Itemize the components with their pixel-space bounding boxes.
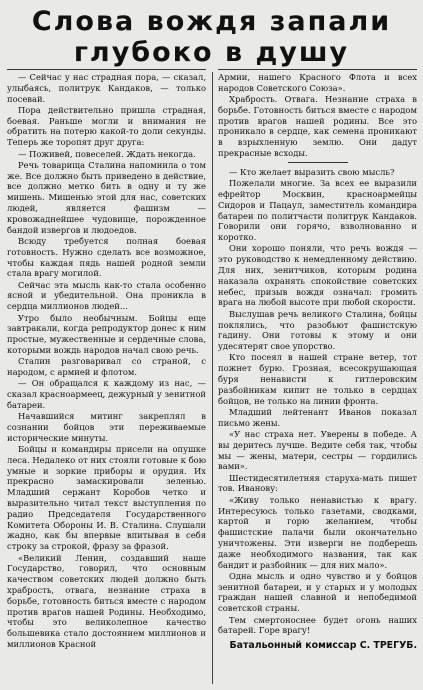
section-separator [288, 162, 348, 163]
author-signature: Батальонный комиссар С. ТРЕГУБ. [229, 640, 417, 652]
article-column-right [218, 72, 417, 684]
paragraph: Пора действительно пришла страдная, боевая. Раньше могли и внимания не обратить на потерю какой-то доли секунды. Теперь же торопят друг друга: [7, 104, 206, 148]
paragraph: Утро было необычным. Бойцы еще завтракали, когда репродуктор донес к ним простые, мужественные и сердечные слова, которыми вождь народов начал свою речь. [7, 312, 206, 355]
paragraph: Речь товарища Сталина напомнила о том же. Все должно быть приведено в действие, все должно метко бить в одну и ту же мишень. Мишенью этой для нас, советских людей, является фашизм — кровожаднейшее чудовище, порожденное бандой извергов и людоедов. [7, 159, 206, 235]
paragraph: — Кто желает выразить свою мысль? [229, 166, 395, 177]
paragraph: «Живу только ненавистью к врагу. Интересуюсь только газетами, сводками, картой и горю желанием, чтобы фашистские палачи были окончательно уничтожены. Эти изверги не подберешь даже необходимого названия, так как бандит и разбойник — для них мало». [218, 494, 417, 570]
paragraph: Они хорошо поняли, что речь вождя — это руководство к немедленному действию. Для них, зенитчиков, которым родина наказала охранять спокойствие советских небес, призыв вождя означал: громить врага на любой высоте при любой скорости. [218, 243, 417, 308]
paragraph: Кто посеял в нашей стране ветер, тот пожнет бурю. Грозная, всесокрушающая буря ненависти к гитлеровским разбойникам кипит не только в сердцах бойцов, не только на линии фронта. [218, 352, 417, 406]
paragraph: Храбрость. Отвага. Незнание страха в борьбе. Готовность биться вместе с народом против врагов нашей родины. Все это проникало в сердце, как семена проникают в взрыхленную землю. Они дадут прекрасные всходы. [218, 94, 417, 159]
paragraph: Сейчас эта мысль как-то стала особенно ясной и убедительной. Она проникла в сердца миллионов людей... [7, 279, 206, 312]
paragraph: Шестидесятилетняя старуха-мать пишет тов. Иванову: [218, 472, 417, 494]
headline-line-2: глубоко в душу [73, 37, 350, 68]
headline-rule-right [218, 69, 417, 70]
headline-line-1: Слова вождя запали [31, 6, 392, 37]
paragraph: Тем смертоноснее будет огонь наших батарей. Горе врагу! [218, 614, 417, 636]
article-column-left [7, 72, 206, 684]
paragraph: Выслушав речь великого Сталина, бойцы поклялись, что разобьют фашистскую гадину. Они готовы к этому и они удесятерят свое упорство. [218, 308, 417, 352]
paragraph: Бойцы и командиры присели на опушке леса. Недалеко от них стояли готовые к бою умные и зоркие приборы и орудия. Их прекрасно замаскировали зеленью. Младший сержант Коробов четко и выразительно читал текст выступления по радио Председателя Государственного Комитета Обороны И. В. Сталина. Слушали жадно, как бы впервые впитывая в себя строку за строкой, фразу за фразой. [7, 444, 206, 552]
headline-rule-left [7, 69, 206, 70]
paragraph: Младший лейтенант Иванов показал письмо жены. [218, 406, 417, 428]
paragraph: Всюду требуется полная боевая готовность. Нужно сделать все возможное, чтобы каждая пядь нашей родной земли стала врагу могилой. [7, 235, 206, 279]
paragraph: Начавшийся митинг закреплял в сознании бойцов эти переживаемые исторические минуты. [7, 411, 206, 443]
paragraph: «У нас страха нет. Уверены в победе. А вы деритесь лучше. Ведите себя так, чтобы мы — жены, матери, сестры — гордились вами». [218, 429, 417, 472]
paragraph: «Великий Ленин, создавший наше Государство, говорил, что основным качеством советских людей должно быть храбрость, отвага, незнание страха в борьбе, готовность биться вместе с народом против врагов нашей Родины. Необходимо, чтобы это великолепное качество большевика стало достоянием миллионов и миллионов Красной [7, 552, 206, 649]
paragraph: Сталин разговаривал со страной, с народом, с армией и флотом. [7, 356, 206, 378]
paragraph: — Он обращался к каждому из нас, — сказал красноармеец, дежурный у зенитной батареи. [7, 378, 206, 410]
column-divider [212, 72, 213, 684]
paragraph: Одна мысль и одно чувство и у бойцов зенитной батареи, и у старых и у молодых граждан нашей славной и непобедимой советской страны. [218, 570, 417, 614]
article-headline [0, 6, 423, 68]
paragraph: — Сейчас у нас страдная пора, — сказал, улыбаясь, политрук Кандаков, — только посевай. [7, 72, 206, 104]
paragraph: Пожелали многие. За всех ее выразили ефрейтор Москвин, красноармейцы Сидоров и Пацаул, заместитель командира батареи по политчасти политрук Кандаков. Говорили они горячо, взволнованно и коротко. [218, 178, 417, 243]
paragraph: Армии, нашего Красного Флота и всех народов Советского Союза». [218, 72, 417, 93]
paragraph: — Поживей, повеселей. Ждать некогда. [18, 148, 196, 159]
